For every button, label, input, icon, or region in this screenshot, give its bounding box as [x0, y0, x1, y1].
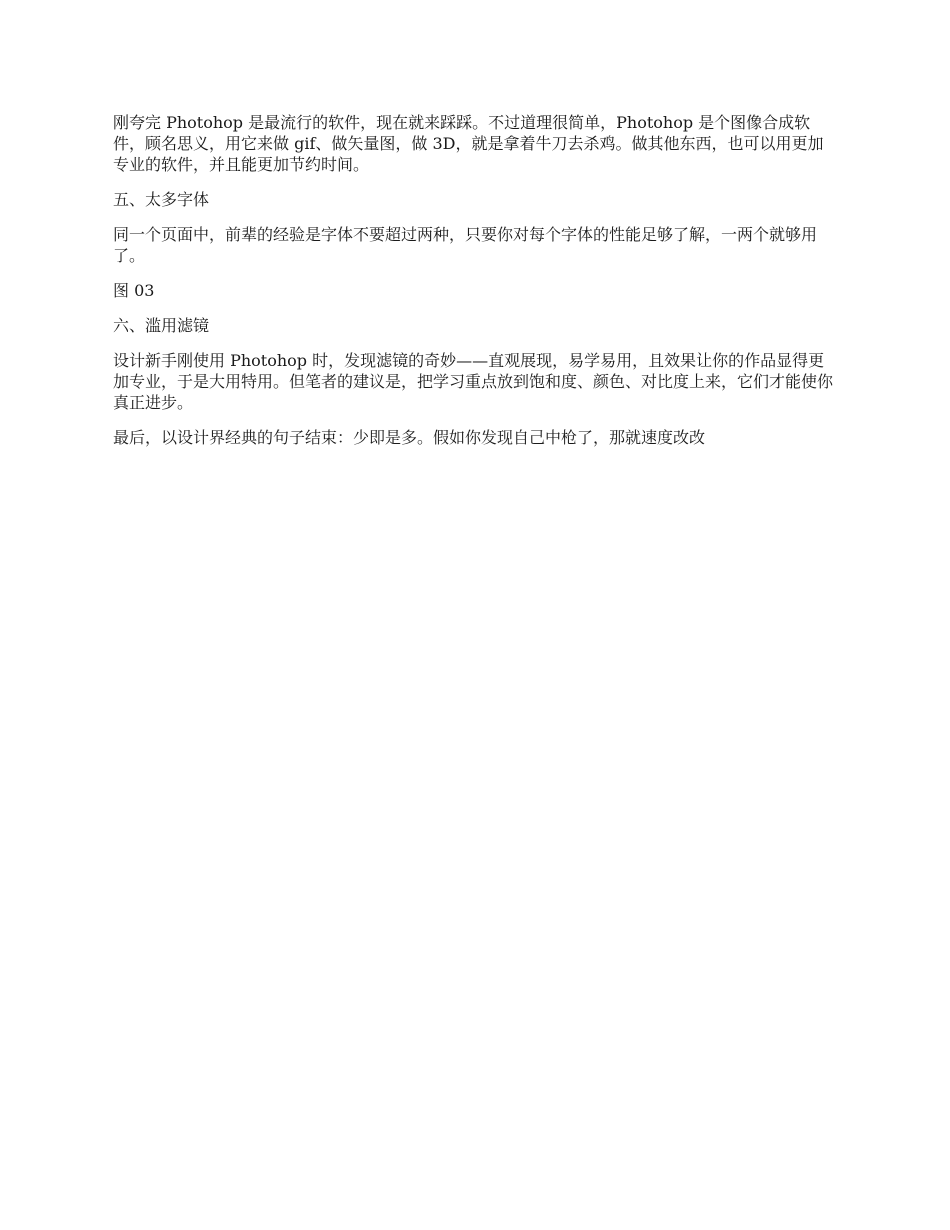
paragraph-filter-advice: 设计新手刚使用 Photohop 时，发现滤镜的奇妙——直观展现，易学易用，且效果让你的作品显得更加专业，于是大用特用。但笔者的建议是，把学习重点放到饱和度、颜色、对比度上来，它们才能使你真正进步。	[113, 351, 834, 412]
paragraph-photoshop-critique: 刚夸完 Photohop 是最流行的软件，现在就来踩踩。不过道理很简单，Photohop 是个图像合成软件，顾名思义，用它来做 gif、做矢量图，做 3D，就是拿着牛刀去杀鸡。做其他东西，也可以用更加专业的软件，并且能更加节约时间。	[113, 113, 824, 174]
section-heading-filter-abuse: 六、滥用滤镜	[113, 316, 210, 335]
paragraph-font-advice: 同一个页面中，前辈的经验是字体不要超过两种，只要你对每个字体的性能足够了解，一两个就够用了。	[113, 225, 818, 265]
figure-caption: 图 03	[113, 281, 155, 300]
paragraph-conclusion: 最后，以设计界经典的句子结束：少即是多。假如你发现自己中枪了，那就速度改改	[113, 428, 706, 447]
section-heading-too-many-fonts: 五、太多字体	[113, 190, 210, 209]
document-body	[113, 112, 839, 462]
